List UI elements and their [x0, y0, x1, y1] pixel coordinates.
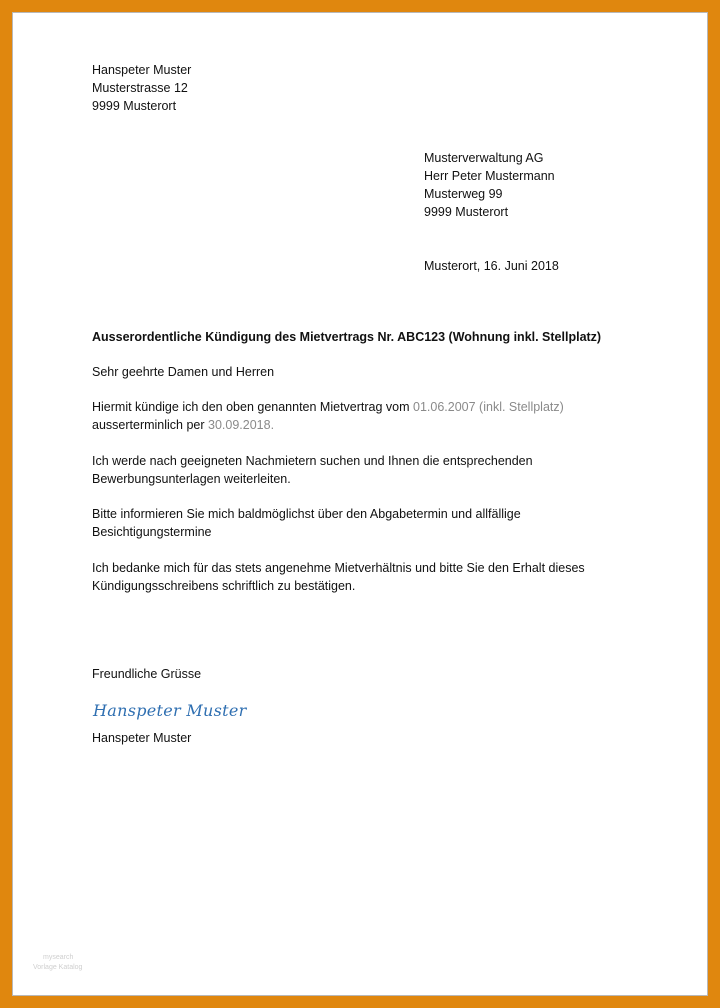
paragraph-text: Hiermit kündige ich den oben genannten Mietvertrag vom	[92, 400, 414, 414]
watermark-line: Vorlage Katalog	[33, 964, 83, 971]
paragraph-successor	[92, 452, 533, 488]
salutation: Sehr geehrte Damen und Herren	[92, 365, 275, 379]
paragraph-line: Ich werde nach geeigneten Nachmietern suchen und Ihnen die entsprechenden	[92, 454, 533, 468]
watermark-line: mysearch	[43, 954, 74, 961]
paragraph-line	[92, 398, 564, 416]
letter-date: Musterort, 16. Juni 2018	[424, 259, 559, 273]
sender-street: Musterstrasse 12	[92, 81, 188, 95]
letter-page	[12, 12, 708, 996]
paragraph-handover	[92, 505, 521, 541]
paragraph-line: Ich bedanke mich für das stets angenehme Mietverhältnis und bitte Sie den Erhalt dieses	[92, 561, 585, 575]
sender-address	[92, 61, 191, 115]
paragraph-thanks	[92, 559, 585, 595]
paragraph-line: Besichtigungstermine	[92, 525, 212, 539]
contract-start-date: 01.06.2007 (inkl. Stellplatz)	[413, 400, 564, 414]
recipient-person: Herr Peter Mustermann	[424, 169, 555, 183]
sender-city: 9999 Musterort	[92, 99, 177, 113]
recipient-street: Musterweg 99	[424, 187, 503, 201]
paragraph-line: Kündigungsschreibens schriftlich zu bestätigen.	[92, 579, 356, 593]
paragraph-line	[92, 416, 564, 434]
signer-name: Hanspeter Muster	[92, 731, 192, 745]
paragraph-termination	[92, 398, 564, 434]
sender-name: Hanspeter Muster	[92, 63, 192, 77]
closing-greeting: Freundliche Grüsse	[92, 667, 202, 681]
paragraph-line: Bitte informieren Sie mich baldmöglichst über den Abgabetermin und allfällige	[92, 507, 521, 521]
letter-subject: Ausserordentliche Kündigung des Mietvertrags Nr. ABC123 (Wohnung inkl. Stellplatz)	[92, 330, 602, 344]
paragraph-text: ausserterminlich per	[92, 418, 209, 432]
termination-date: 30.09.2018.	[208, 418, 275, 432]
handwritten-signature: Hanspeter Muster	[93, 701, 247, 720]
paragraph-line: Bewerbungsunterlagen weiterleiten.	[92, 472, 291, 486]
watermark-logo	[33, 953, 82, 973]
recipient-address	[424, 149, 555, 221]
recipient-city: 9999 Musterort	[424, 205, 509, 219]
recipient-company: Musterverwaltung AG	[424, 151, 544, 165]
